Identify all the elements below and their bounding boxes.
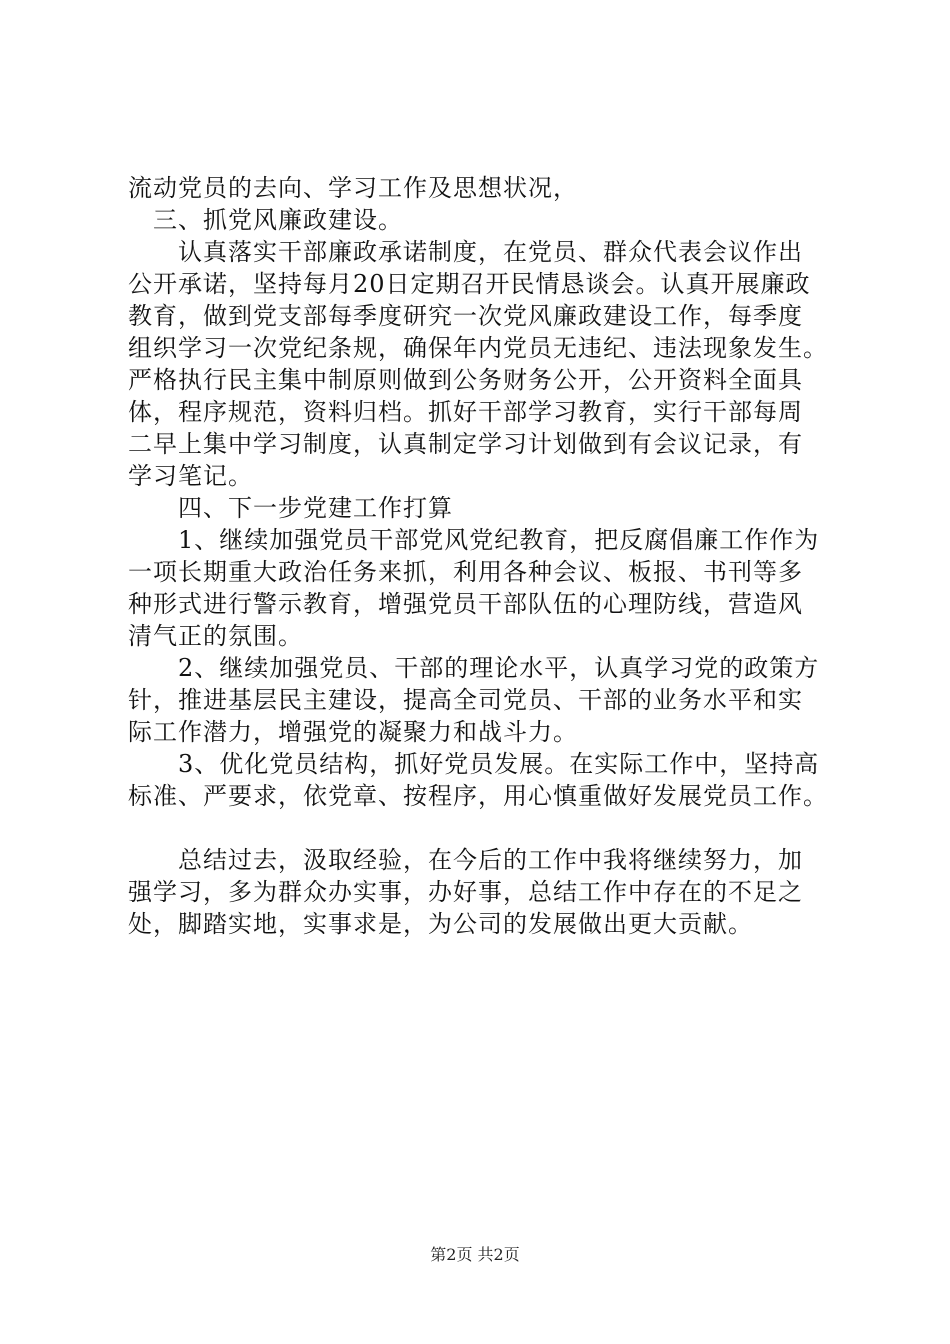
body-line-3: 认真落实干部廉政承诺制度，在党员、群众代表会议作出 <box>128 238 803 266</box>
body-line-12: 1、继续加强党员干部党风党纪教育，把反腐倡廉工作作为 <box>128 526 820 554</box>
summary-line-2: 强学习，多为群众办实事，办好事，总结工作中存在的不足之 <box>128 878 803 906</box>
page-footer: 第2页 共2页 <box>430 1245 520 1264</box>
summary-line-3: 处，脚踏实地，实事求是，为公司的发展做出更大贡献。 <box>128 910 753 938</box>
section-heading-3: 三、抓党风廉政建设。 <box>128 206 403 234</box>
body-line-13: 一项长期重大政治任务来抓，利用各种会议、板报、书刊等多 <box>128 558 803 586</box>
body-line-6: 组织学习一次党纪条规，确保年内党员无违纪、违法现象发生。 <box>128 334 828 362</box>
body-line-7: 严格执行民主集中制原则做到公务财务公开，公开资料全面具 <box>128 366 803 394</box>
body-line-10: 学习笔记。 <box>128 462 253 490</box>
body-line-14: 种形式进行警示教育，增强党员干部队伍的心理防线，营造风 <box>128 590 803 618</box>
body-line-20: 标准、严要求，依党章、按程序，用心慎重做好发展党员工作。 <box>128 782 828 810</box>
body-line-19: 3、优化党员结构，抓好党员发展。在实际工作中，坚持高 <box>128 750 820 778</box>
body-line-4: 公开承诺，坚持每月20日定期召开民情恳谈会。认真开展廉政 <box>128 270 811 298</box>
body-line-17: 针，推进基层民主建设，提高全司党员、干部的业务水平和实 <box>128 686 803 714</box>
body-line-16: 2、继续加强党员、干部的理论水平，认真学习党的政策方 <box>128 654 820 682</box>
section-heading-4: 四、下一步党建工作打算 <box>128 494 453 522</box>
body-line-15: 清气正的氛围。 <box>128 622 303 650</box>
body-line-9: 二早上集中学习制度，认真制定学习计划做到有会议记录，有 <box>128 430 803 458</box>
body-line-8: 体，程序规范，资料归档。抓好干部学习教育，实行干部每周 <box>128 398 803 426</box>
summary-line-1: 总结过去，汲取经验，在今后的工作中我将继续努力，加 <box>128 846 803 874</box>
body-line-18: 际工作潜力，增强党的凝聚力和战斗力。 <box>128 718 578 746</box>
body-line-5: 教育，做到党支部每季度研究一次党风廉政建设工作，每季度 <box>128 302 803 330</box>
body-line-1: 流动党员的去向、学习工作及思想状况， <box>128 174 578 202</box>
